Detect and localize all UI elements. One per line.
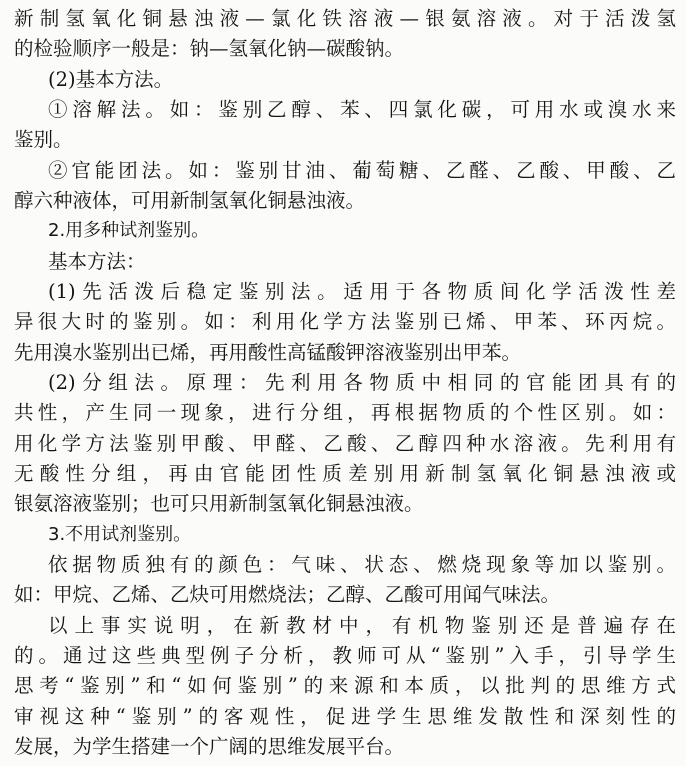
text-line: 的。通过这些典型例子分析，教师可从“鉴别”入手，引导学生 [14,644,676,667]
text-line: 基本方法： [48,250,146,273]
text-line: (2)分组法。原理：先利用各物质中相同的官能团具有的 [48,371,676,394]
text-line: 依据物质独有的颜色：气味、状态、燃烧现象等加以鉴别。 [48,553,676,576]
text-line: 异很大时的鉴别。如：利用化学方法鉴别已烯、甲苯、环丙烷。 [14,310,676,333]
text-line: 如：甲烷、乙烯、乙炔可用燃烧法；乙醇、乙酸可用闻气味法。 [14,583,561,606]
section-heading: (2)基本方法。 [48,68,174,91]
text-line: 审视这种“鉴别”的客观性，促进学生思维发散性和深刻性的 [14,705,676,728]
text-line: 银氨溶液鉴别；也可只用新制氢氧化铜悬浊液。 [14,492,424,515]
text-line: 鉴别。 [14,128,73,151]
text-line: 以上事实说明，在新教材中，有机物鉴别还是普遍存在 [48,614,676,637]
section-heading: 2.用多种试剂鉴别。 [48,220,210,241]
text-line: (1)先活泼后稳定鉴别法。适用于各物质间化学活泼性差 [48,280,676,303]
text-line: 无酸性分组，再由官能团性质差别用新制氢氧化铜悬浊液或 [14,462,676,485]
text-line: 先用溴水鉴别出已烯，再用酸性高锰酸钾溶液鉴别出甲苯。 [14,341,522,364]
text-line: 发展，为学生搭建一个广阔的思维发展平台。 [14,735,405,758]
text-line: ①溶解法。如：鉴别乙醇、苯、四氯化碳，可用水或溴水来 [48,98,676,121]
text-line: 共性，产生同一现象，进行分组，再根据物质的个性区别。如： [14,401,676,424]
text-line: 用化学方法鉴别甲酸、甲醛、乙酸、乙醇四种水溶液。先利用有 [14,432,676,455]
text-line: 醇六种液体，可用新制氢氧化铜悬浊液。 [14,189,366,212]
section-heading: 3.不用试剂鉴别。 [48,524,192,545]
text-line: ②官能团法。如：鉴别甘油、葡萄糖、乙醛、乙酸、甲酸、乙 [48,159,676,182]
text-line: 思考“鉴别”和“如何鉴别”的来源和本质，以批判的思维方式 [14,674,676,697]
text-line: 的检验顺序一般是：钠—氢氧化钠—碳酸钠。 [14,37,405,60]
text-line: 新制氢氧化铜悬浊液—氯化铁溶液—银氨溶液。对于活泼氢 [14,7,676,30]
